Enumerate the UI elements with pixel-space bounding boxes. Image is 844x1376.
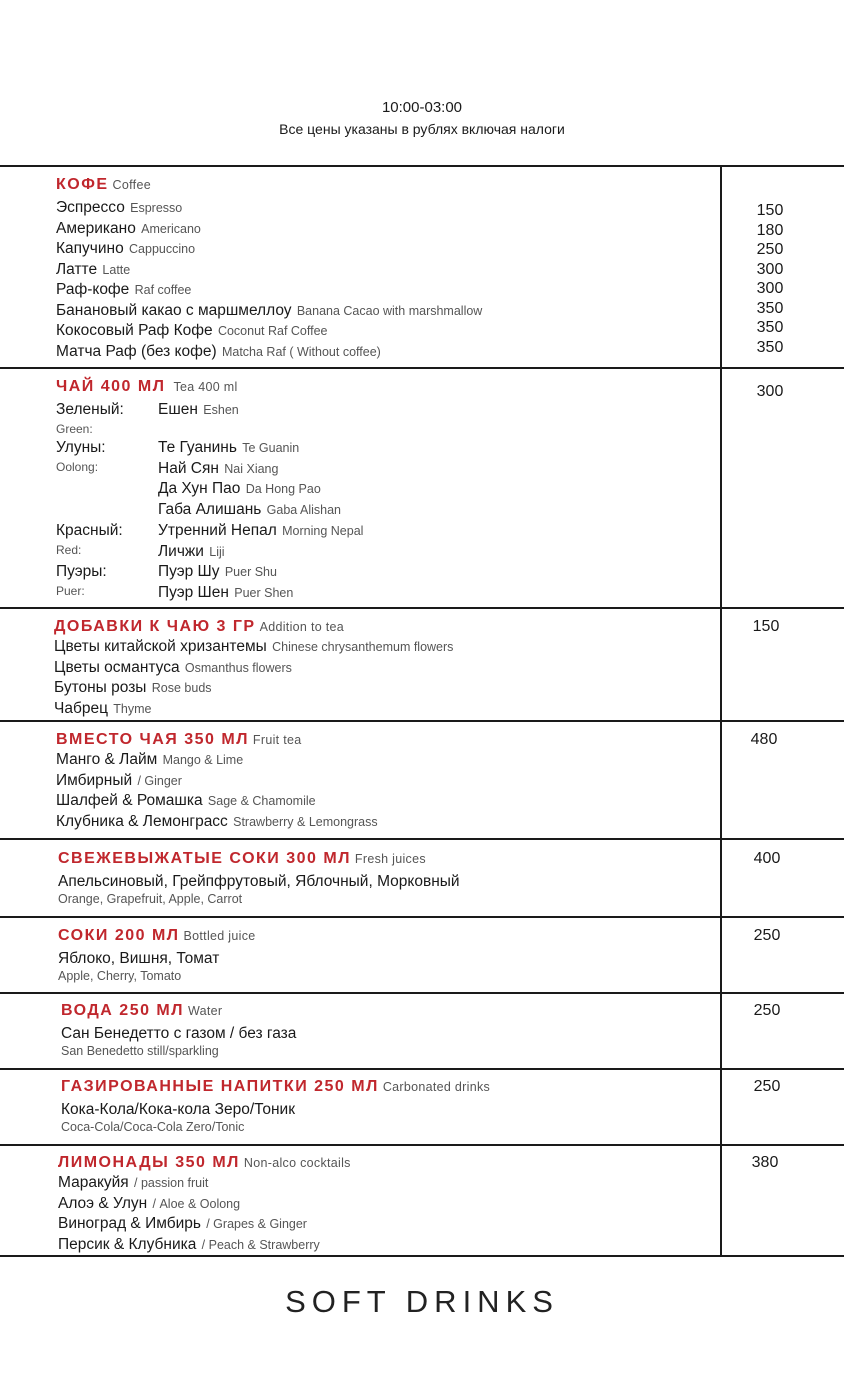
section-title: КОФЕ Coffee (56, 176, 151, 193)
section-bottled-juice (0, 916, 844, 992)
column-divider (720, 722, 722, 838)
list-item: Алоэ & Улун / Aloe & Oolong (58, 1194, 241, 1212)
section-title: ЧАЙ 400 МЛ Tea 400 ml (56, 378, 238, 395)
price: 350 (756, 319, 784, 336)
section-title: ГАЗИРОВАННЫЕ НАПИТКИ 250 МЛ Carbonated drinks (61, 1078, 491, 1095)
column-divider (720, 369, 722, 607)
list-item: Пуэр Шен Puer Shen (158, 583, 294, 601)
price: 300 (756, 383, 784, 400)
list-item: Ешен Eshen (158, 401, 239, 418)
price: 350 (756, 299, 784, 317)
price-note: Все цены указаны в рублях включая налоги (279, 121, 565, 137)
price-column (740, 201, 800, 357)
list-item: Бутоны розы Rose buds (54, 679, 212, 696)
column-divider (720, 918, 722, 992)
list-item: Банановый какао с маршмеллоу Banana Cacao with marshmallow (56, 301, 483, 319)
column-divider (720, 1146, 722, 1255)
list-item: Маракуйя / passion fruit (58, 1174, 209, 1191)
price: 250 (753, 927, 781, 944)
price: 150 (756, 202, 784, 219)
section-fruit-tea (0, 720, 844, 838)
list-item-en: Coca-Cola/Coca-Cola Zero/Tonic (61, 1119, 245, 1134)
section-lemonades (0, 1144, 844, 1257)
list-item: Цветы китайской хризантемы Chinese chrysanthemum flowers (54, 638, 454, 655)
list-item: Шалфей & Ромашка Sage & Chamomile (56, 792, 316, 809)
price: 400 (753, 850, 781, 867)
tea-category-red: Красный: Red: Утренний Непал Morning Nepal Личжи Liji (56, 521, 363, 562)
price: 250 (753, 1002, 781, 1019)
list-item: Раф-кофе Raf coffee (56, 281, 192, 298)
section-tea-additions (0, 607, 844, 720)
section-fresh-juices (0, 838, 844, 916)
opening-hours: 10:00-03:00 (381, 99, 463, 116)
list-item: Чабрец Thyme (54, 699, 152, 717)
tea-category-green: Зеленый: Green: Ешен Eshen (56, 401, 239, 436)
list-item: Апельсиновый, Грейпфрутовый, Яблочный, Морковный (58, 873, 460, 890)
tea-category-puer: Пуэры: Puer: Пуэр Шу Puer Shu Пуэр Шен Puer Shen (56, 562, 363, 603)
section-title: ЛИМОНАДЫ 350 МЛ Non-alco cocktails (58, 1154, 351, 1171)
list-item: Эспрессо Espresso (56, 199, 183, 216)
list-item: Американо Americano (56, 219, 201, 237)
list-item: Имбирный / Ginger (56, 771, 182, 789)
list-item: Манго & Лайм Mango & Lime (56, 751, 244, 768)
list-item-en: Orange, Grapefruit, Apple, Carrot (58, 891, 243, 906)
list-item: Да Хун Пао Da Hong Pao (158, 480, 321, 498)
list-item: Личжи Liji (158, 542, 225, 560)
section-title: СВЕЖЕВЫЖАТЫЕ СОКИ 300 МЛ Fresh juices (58, 850, 426, 867)
price: 150 (752, 618, 780, 635)
section-title: ДОБАВКИ К ЧАЮ 3 ГР Addition to tea (54, 618, 345, 635)
section-title: СОКИ 200 МЛ Bottled juice (58, 927, 256, 944)
price: 300 (756, 260, 784, 278)
list-item: Утренний Непал Morning Nepal (158, 521, 364, 539)
column-divider (720, 609, 722, 720)
section-title: ВМЕСТО ЧАЯ 350 МЛ Fruit tea (56, 731, 302, 748)
price: 350 (756, 338, 784, 356)
list-item: Персик & Клубника / Peach & Strawberry (58, 1235, 320, 1253)
column-divider (720, 167, 722, 367)
list-item: Клубника & Лемонграсс Strawberry & Lemongrass (56, 812, 378, 830)
section-tea (0, 367, 844, 607)
column-divider (720, 1070, 722, 1144)
list-item: Сан Бенедетто с газом / без газа (61, 1025, 297, 1042)
list-item: Латте Latte (56, 260, 131, 278)
list-item: Кока-Кола/Кока-кола Зеро/Тоник (61, 1101, 295, 1118)
section-carbonated-drinks (0, 1068, 844, 1144)
price: 300 (756, 280, 784, 297)
column-divider (720, 994, 722, 1068)
list-item: Те Гуанинь Te Guanin (158, 439, 300, 456)
list-item: Матча Раф (без кофе) Matcha Raf ( Without coffee) (56, 342, 381, 360)
price: 180 (756, 221, 784, 239)
price: 250 (753, 1078, 781, 1095)
list-item: Яблоко, Вишня, Томат (58, 950, 220, 967)
menu-table (0, 165, 844, 1257)
list-item-en: Apple, Cherry, Tomato (58, 968, 182, 983)
list-item: Капучино Cappuccino (56, 240, 196, 257)
list-item: Габа Алишань Gaba Alishan (158, 501, 341, 519)
footer-title: SOFT DRINKS (285, 1284, 559, 1319)
list-item: Кокосовый Раф Кофе Coconut Raf Coffee (56, 322, 328, 339)
list-item: Пуэр Шу Puer Shu (158, 563, 277, 581)
price: 380 (751, 1154, 779, 1171)
column-divider (720, 840, 722, 916)
list-item: Най Сян Nai Xiang (158, 459, 279, 477)
tea-category-oolong: Улуны: Oolong: Те Гуанинь Te Guanin Най Сян Nai Xiang Да Хун Пао Da Hong Pao Габа Алишань Gaba Alishan (56, 438, 363, 521)
price: 250 (756, 241, 784, 258)
list-item: Виноград & Имбирь / Grapes & Ginger (58, 1215, 307, 1232)
section-water (0, 992, 844, 1068)
section-title: ВОДА 250 МЛ Water (61, 1002, 223, 1019)
list-item: Цветы османтуса Osmanthus flowers (54, 658, 292, 676)
section-coffee (0, 165, 844, 367)
list-item-en: San Benedetto still/sparkling (61, 1043, 219, 1058)
price: 480 (750, 731, 778, 748)
